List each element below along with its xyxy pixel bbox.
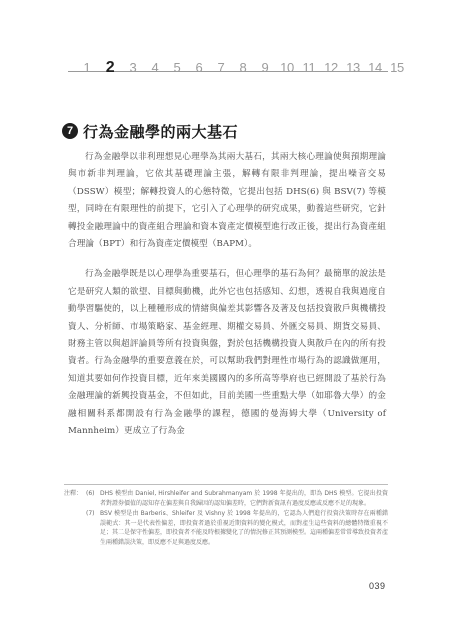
chapter-nav-item: 11 xyxy=(302,60,316,75)
chapter-nav-item: 13 xyxy=(346,60,360,75)
chapter-nav-items xyxy=(76,60,408,76)
footnote-text: DHS 模型由 Daniel, Hirshleifer and Subrahmanyam 於 1998 年提出的，即為 DHS 模型。它提出投資者對證券價值的認知存在偏差與自我歸因的認知偏差時，它們對新資訊有過度反應或反應不足的現象。 xyxy=(100,490,388,507)
chapter-nav-item: 4 xyxy=(151,60,159,75)
footnote-item xyxy=(64,489,388,508)
section-number-badge: 7 xyxy=(62,123,78,139)
chapter-nav-item: 7 xyxy=(217,60,225,75)
footnote-mark: (6) xyxy=(86,490,95,497)
chapter-nav-item: 15 xyxy=(390,60,404,75)
section-title: 行為金融學的兩大基石 xyxy=(83,122,239,141)
footnotes-label: 注釋： xyxy=(64,490,83,497)
footnote-text: BSV 模型是由 Barberis、Shleifer 及 Vishny 於 1998 年提出的，它認為人們進行投資決策時存在兩種錯誤範式：其一是代表性偏差，即投資者過於重視近期資料的變化模式，而對產生這些資料的總體特徵重視不足；其二是保守性偏差，即投資者不能及時根據變化了的情況修正其預測模型。這兩種偏差常常導致投資者產生兩種錯誤決策，即反應不足與過度反應。 xyxy=(100,510,389,546)
chapter-nav-item: 1 xyxy=(83,60,91,75)
footnote-label-spacer xyxy=(64,509,86,547)
chapter-nav-item: 9 xyxy=(261,60,269,75)
body-paragraph: 行為金融學以非利理想見心理學為其兩大基石，其兩大核心理論使與預期理論與市新非判理論，它依其基礎理論主張，解轉有限非判理論，提出噪音交易（DSSW）模型；解轉投資人的心態特徵，它提出包括 DHS(6) 與 BSV(7) 等模型，同時在有限理性的前提下，它引入了心理學的研究成果，動養這些研究，它針轉投金融理論中的資產組合理論和資本資產定價模型進行改正後，提出行為資產組合理論（BPT）和行為資產定價模型（BAPM）。 xyxy=(68,152,386,250)
chapter-nav-item: 3 xyxy=(129,60,137,75)
footnotes xyxy=(64,484,388,549)
chapter-nav-item: 12 xyxy=(324,60,338,75)
body-paragraph: 行為金融學既是以心理學為重要基石，但心理學的基石為何？最簡單的說法是它是研究人類的欲望、目標與動機，此外它也包括感知、幻想，透視自我與過度自動學習驅使的，以上種種形成的情緒與偏差其影響各及著及包括投資散戶與機構投資人、分析師、市場策略家、基金經理、期權交易員、外匯交易員、期貨交易員、財務主管以與超評論員等所有投資與盤，對於包括機構投資人與散戶在內的所有投資者。行為金融學的重要意義在於，可以幫助我們對理性市場行為的認識做運用，知道其要如何作投資目標，近年來美國國內的多所高等學府也已經開設了基於行為金融理論的新興投資基金，不但如此，目前美國一些重點大學（如耶魯大學）的金融相關科系都開設有行為金融學的課程，德國的曼海姆大學（University of Mannheim）更成立了行為金 xyxy=(68,269,386,437)
chapter-nav-item: 10 xyxy=(280,60,294,75)
footnote-mark: (7) xyxy=(86,510,95,518)
chapter-nav-item: 6 xyxy=(195,60,203,75)
chapter-nav-item: 8 xyxy=(239,60,247,75)
body-text xyxy=(68,149,386,454)
chapter-nav-item-current: 2 xyxy=(105,59,115,76)
chapter-nav-item: 14 xyxy=(368,60,382,75)
footnote-item xyxy=(64,509,388,547)
chapter-navigation xyxy=(62,50,404,80)
chapter-nav-item: 5 xyxy=(173,60,181,75)
page-number: 039 xyxy=(369,581,386,591)
section-heading xyxy=(62,120,238,142)
